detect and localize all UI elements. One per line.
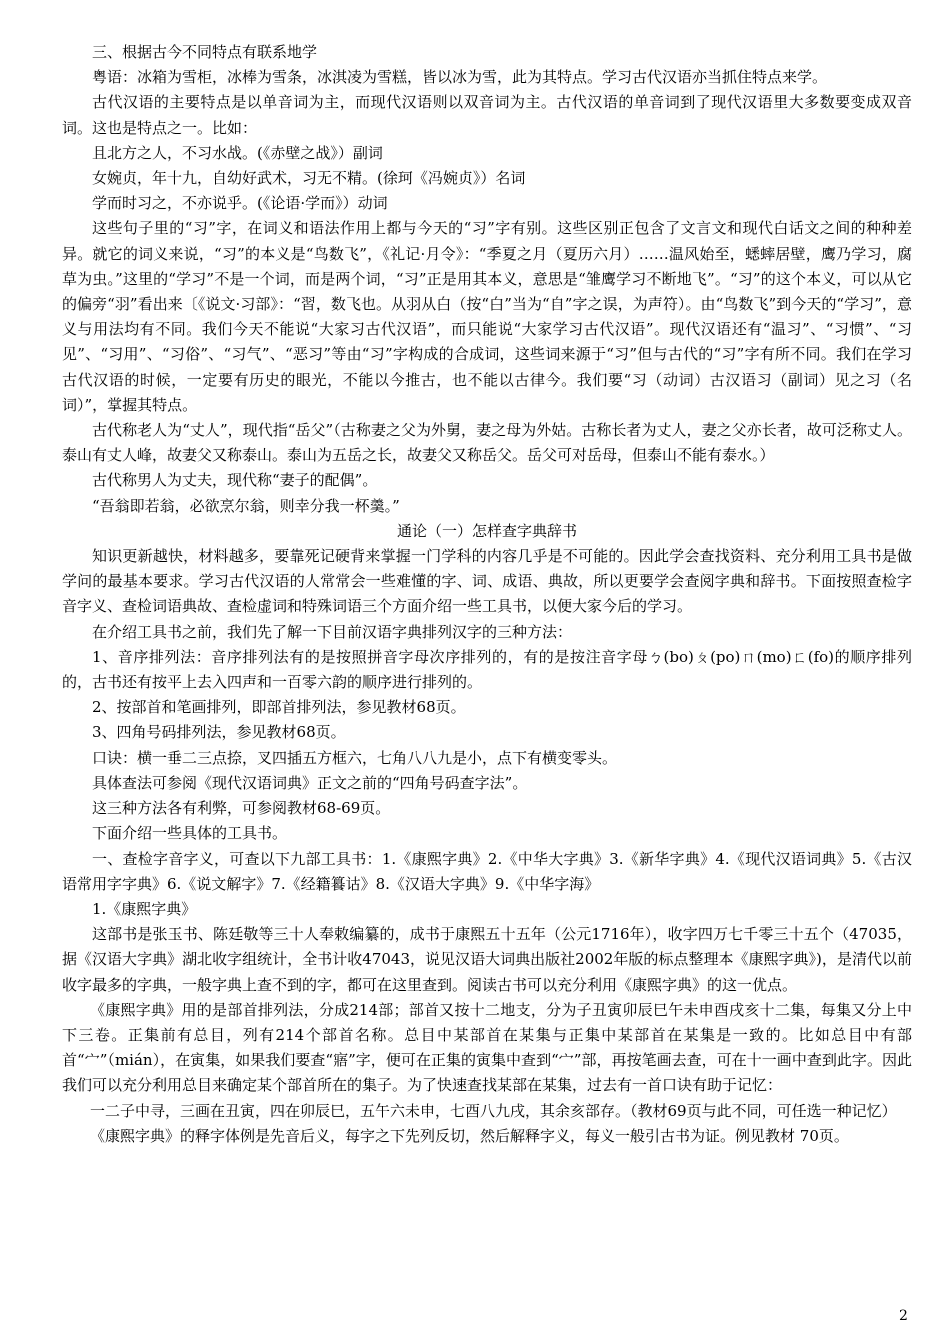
paragraph: 《康熙字典》用的是部首排列法，分成214部；部首又按十二地支，分为子丑寅卯辰巳午未申酉戌亥十二集，每集又分上中下三卷。正集前有总目，列有214个部首名称。总目中某部首在某集与正集中某部首在某集是一致的。比如总目中有部首“宀”（mián），在寅集，如果我们要查“寤”字，便可在正集的寅集中查到“宀”部，再按笔画去查，可在十一画中查到此字。因此我们可以充分利用总目来确定某个部首所在的集子。为了快速查找某部在某集，过去有一首口诀有助于记忆：	[62, 1000, 912, 1095]
paragraph: 一、查检字音字义，可查以下九部工具书：1.《康熙字典》2.《中华大字典》3.《新华字典》4.《现代汉语词典》5.《古汉语常用字字典》6.《说文解字》7.《经籍籑诂》8.《汉语大字典》9.《中华字海》	[62, 849, 912, 893]
paragraph: 这部书是张玉书、陈廷敬等三十人奉敕编纂的，成书于康熙五十五年（公元1716年），收字四万七千零三十五个（47035，据《汉语大字典》湖北收字组统计，全书计收47043，说见汉语大词典出版社2002年版的标点整理本《康熙字典》)，是清代以前收字最多的字典，一般字典上查不到的字，都可在这里查到。阅读古书可以充分利用《康熙字典》的这一优点。	[62, 925, 912, 994]
paragraph: 这些句子里的“习”字，在词义和语法作用上都与今天的“习”字有别。这些区别正包含了文言文和现代白话文之间的种种差异。就它的词义来说，“习”的本义是“鸟数飞”，《礼记·月令》：“季夏之月（夏历六月）……温风始至，蟋蟀居壁，鹰乃学习，腐草为虫。”这里的“学习”不是一个词，而是两个词，“习”正是用其本义，意思是“雏鹰学习不断地飞”。“习”的这个本义，可以从它的偏旁“羽”看出来〔《说文·习部》：“習，数飞也。从羽从白（按“白”当为“自”字之误，为声符）。由“鸟数飞”到今天的“学习”，意义与用法均有不同。我们今天不能说“大家习古代汉语”，而只能说“大家学习古代汉语”。现代汉语还有“温习”、“习惯”、“习见”、“习用”、“习俗”、“习气”、“恶习”等由“习”字构成的合成词，这些词来源于“习”但与古代的“习”字有所不同。我们在学习古代汉语的时候，一定要有历史的眼光，不能以今推古，也不能以古律今。我们要“习（动词）古汉语习（副词）见之习（名词）”，掌握其特点。	[62, 219, 912, 414]
paragraph: 2、按部首和笔画排列，即部首排列法，参见教材68页。	[92, 698, 466, 717]
paragraph: 粤语：冰箱为雪柜，冰棒为雪条，冰淇凌为雪糕，皆以冰为雪，此为其特点。学习古代汉语亦当抓住特点来学。	[92, 68, 828, 87]
document-body	[62, 40, 912, 1149]
paragraph: 在介绍工具书之前，我们先了解一下目前汉语字典排列汉字的三种方法：	[92, 622, 573, 641]
paragraph: 知识更新越快，材料越多，要靠死记硬背来掌握一门学科的内容几乎是不可能的。因此学会查找资料、充分利用工具书是做学问的最基本要求。学习古代汉语的人常常会一些难懂的字、词、成语、典故，所以更要学会查阅字典和辞书。下面按照查检字音字义、查检词语典故、查检虚词和特殊词语三个方面介绍一些工具书，以便大家今后的学习。	[62, 547, 912, 616]
paragraph: 学而时习之，不亦说乎。(《论语·学而》）动词	[92, 194, 388, 213]
paragraph: 女婉贞，年十九，自幼好武术，习无不精。(徐珂《冯婉贞》）名词	[92, 169, 526, 188]
paragraph: 一二子中寻，三画在丑寅，四在卯辰巳，五午六未申，七酉八九戌，其余亥部存。（教材69页与此不同，可任选一种记忆）	[90, 1101, 897, 1120]
paragraph: 这三种方法各有利弊，可参阅教材68-69页。	[92, 799, 391, 818]
paragraph: 三、根据古今不同特点有联系地学	[92, 43, 318, 61]
page-number: 2	[899, 1308, 908, 1324]
paragraph: 1、音序排列法：音序排列法有的是按照拼音字母次序排列的，有的是按注音字母ㄅ(bo)ㄆ(po)ㄇ(mo)ㄈ(fo)的顺序排列的，古书还有按平上去入四声和一百零六韵的顺序进行排列的。	[62, 647, 912, 692]
paragraph: “吾翁即若翁，必欲烹尔翁，则幸分我一杯羹。”	[92, 496, 400, 515]
paragraph: 具体查法可参阅《现代汉语词典》正文之前的“四角号码查字法”。	[92, 773, 528, 792]
paragraph: 古代汉语的主要特点是以单音词为主，而现代汉语则以双音词为主。古代汉语的单音词到了现代汉语里大多数要变成双音词。这也是特点之一。比如：	[62, 93, 912, 137]
paragraph: 《康熙字典》的释字体例是先音后义，每字之下先列反切，然后解释字义，每义一般引古书为证。例见教材 70页。	[90, 1126, 849, 1145]
section-heading: 通论（一）怎样查字典辞书	[396, 521, 577, 540]
paragraph: 1.《康熙字典》	[92, 899, 197, 918]
paragraph: 且北方之人，不习水战。(《赤壁之战》）副词	[92, 143, 383, 162]
paragraph: 古代称男人为丈夫，现代称“妻子的配偶”。	[92, 471, 378, 490]
paragraph: 下面介绍一些具体的工具书。	[92, 824, 288, 843]
paragraph: 古代称老人为“丈人”，现代指“岳父”（古称妻之父为外舅，妻之母为外姑。古称长者为丈人，妻之父亦长者，故可泛称丈人。泰山有丈人峰，故妻父又称泰山。泰山为五岳之长，故妻父又称岳父。岳父可对岳母，但泰山不能有泰水。）	[62, 421, 912, 465]
paragraph: 口诀：横一垂二三点捺，叉四插五方框六，七角八八九是小，点下有横变零头。	[92, 748, 618, 767]
paragraph: 3、四角号码排列法，参见教材68页。	[92, 723, 346, 742]
